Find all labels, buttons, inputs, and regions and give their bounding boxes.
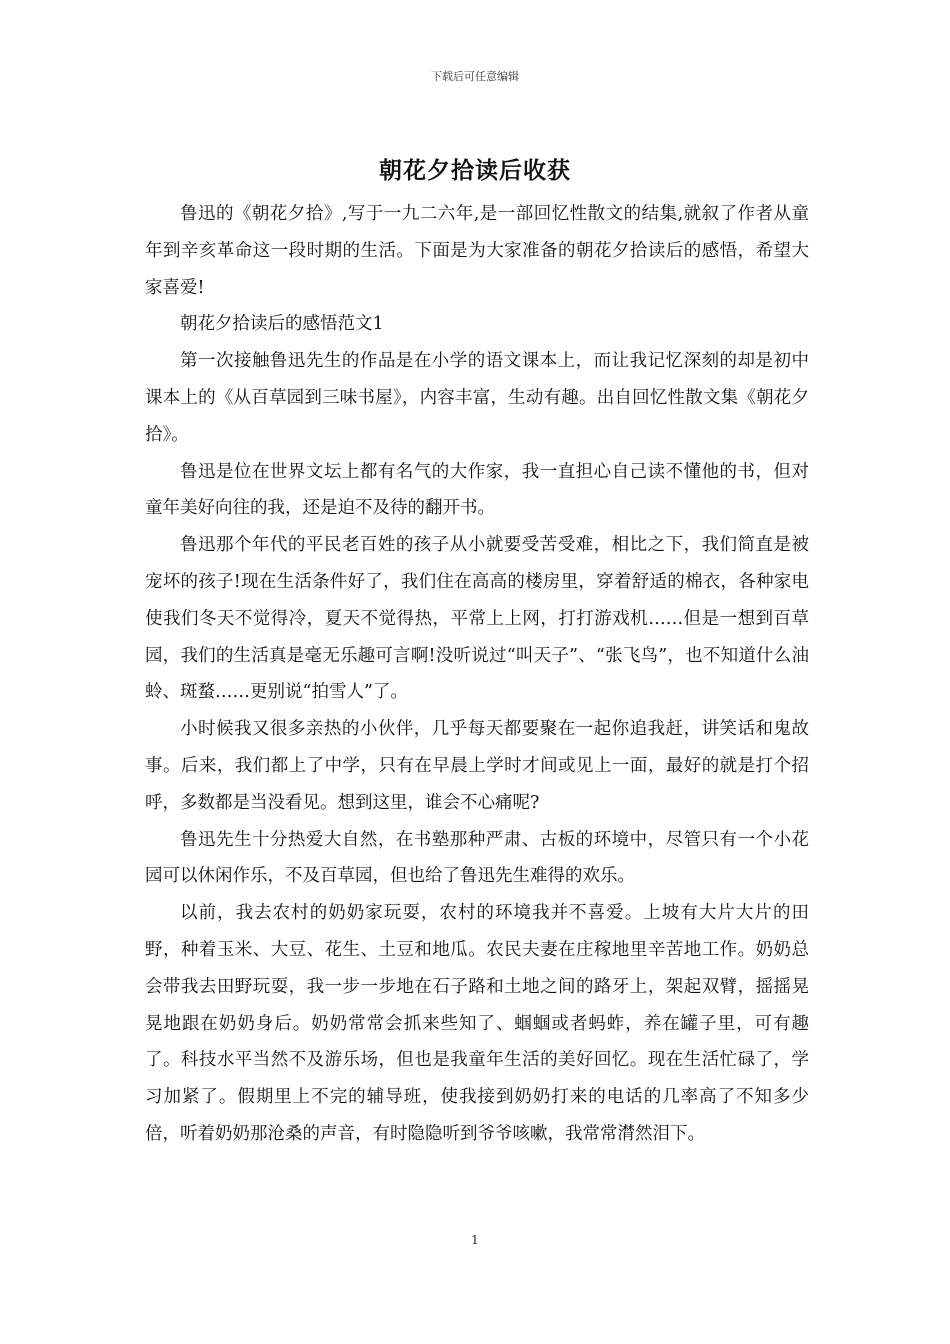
body-paragraph: 鲁迅先生十分热爱大自然，在书塾那种严肃、古板的环境中，尽管只有一个小花园可以休闲作乐，不及百草园，但也给了鲁迅先生难得的欢乐。 [145, 829, 809, 887]
page-number: 1 [471, 1233, 479, 1247]
body-paragraph: 鲁迅是位在世界文坛上都有名气的大作家，我一直担心自己读不懂他的书，但对童年美好向往的我，还是迫不及待的翻开书。 [145, 461, 809, 519]
body-paragraph: 小时候我又很多亲热的小伙伴，几乎每天都要聚在一起你追我赶，讲笑话和鬼故事。后来，我们都上了中学，只有在早晨上学时才间或见上一面，最好的就是打个招呼，多数都是当没看见。想到这里，谁会不心痛呢? [145, 719, 809, 813]
header-note: 下载后可任意编辑 [431, 70, 519, 83]
document-title: 朝花夕拾读后收获 [379, 157, 571, 184]
intro-paragraph: 鲁迅的《朝花夕拾》,写于一九二六年,是一部回忆性散文的结集,就叙了作者从童年到辛亥革命这一段时期的生活。下面是为大家准备的朝花夕拾读后的感悟，希望大家喜爱! [145, 204, 809, 298]
document-body [145, 196, 809, 1153]
body-paragraph: 鲁迅那个年代的平民老百姓的孩子从小就要受苦受难，相比之下，我们简直是被宠坏的孩子!现在生活条件好了，我们住在高高的楼房里，穿着舒适的棉衣，各种家电使我们冬天不觉得冷，夏天不觉得热，平常上上网，打打游戏机……但是一想到百草园，我们的生活真是毫无乐趣可言啊!没听说过“叫天子”、“张飞鸟”，也不知道什么油蛉、斑蝥……更别说“拍雪人”了。 [145, 535, 809, 703]
section-heading: 朝花夕拾读后的感悟范文1 [180, 314, 384, 335]
body-paragraph: 以前，我去农村的奶奶家玩耍，农村的环境我并不喜爱。上坡有大片大片的田野，种着玉米、大豆、花生、土豆和地瓜。农民夫妻在庄稼地里辛苦地工作。奶奶总会带我去田野玩耍，我一步一步地在石子路和土地之间的路牙上，架起双臂，摇摇晃晃地跟在奶奶身后。奶奶常常会抓来些知了、蝈蝈或者蚂蚱，养在罐子里，可有趣了。科技水平当然不及游乐场，但也是我童年生活的美好回忆。现在生活忙碌了，学习加紧了。假期里上不完的辅导班，使我接到奶奶打来的电话的几率高了不知多少倍，听着奶奶那沧桑的声音，有时隐隐听到爷爷咳嗽，我常常潸然泪下。 [145, 903, 809, 1144]
body-paragraph: 第一次接触鲁迅先生的作品是在小学的语文课本上，而让我记忆深刻的却是初中课本上的《从百草园到三味书屋》，内容丰富，生动有趣。出自回忆性散文集《朝花夕拾》。 [145, 351, 809, 445]
